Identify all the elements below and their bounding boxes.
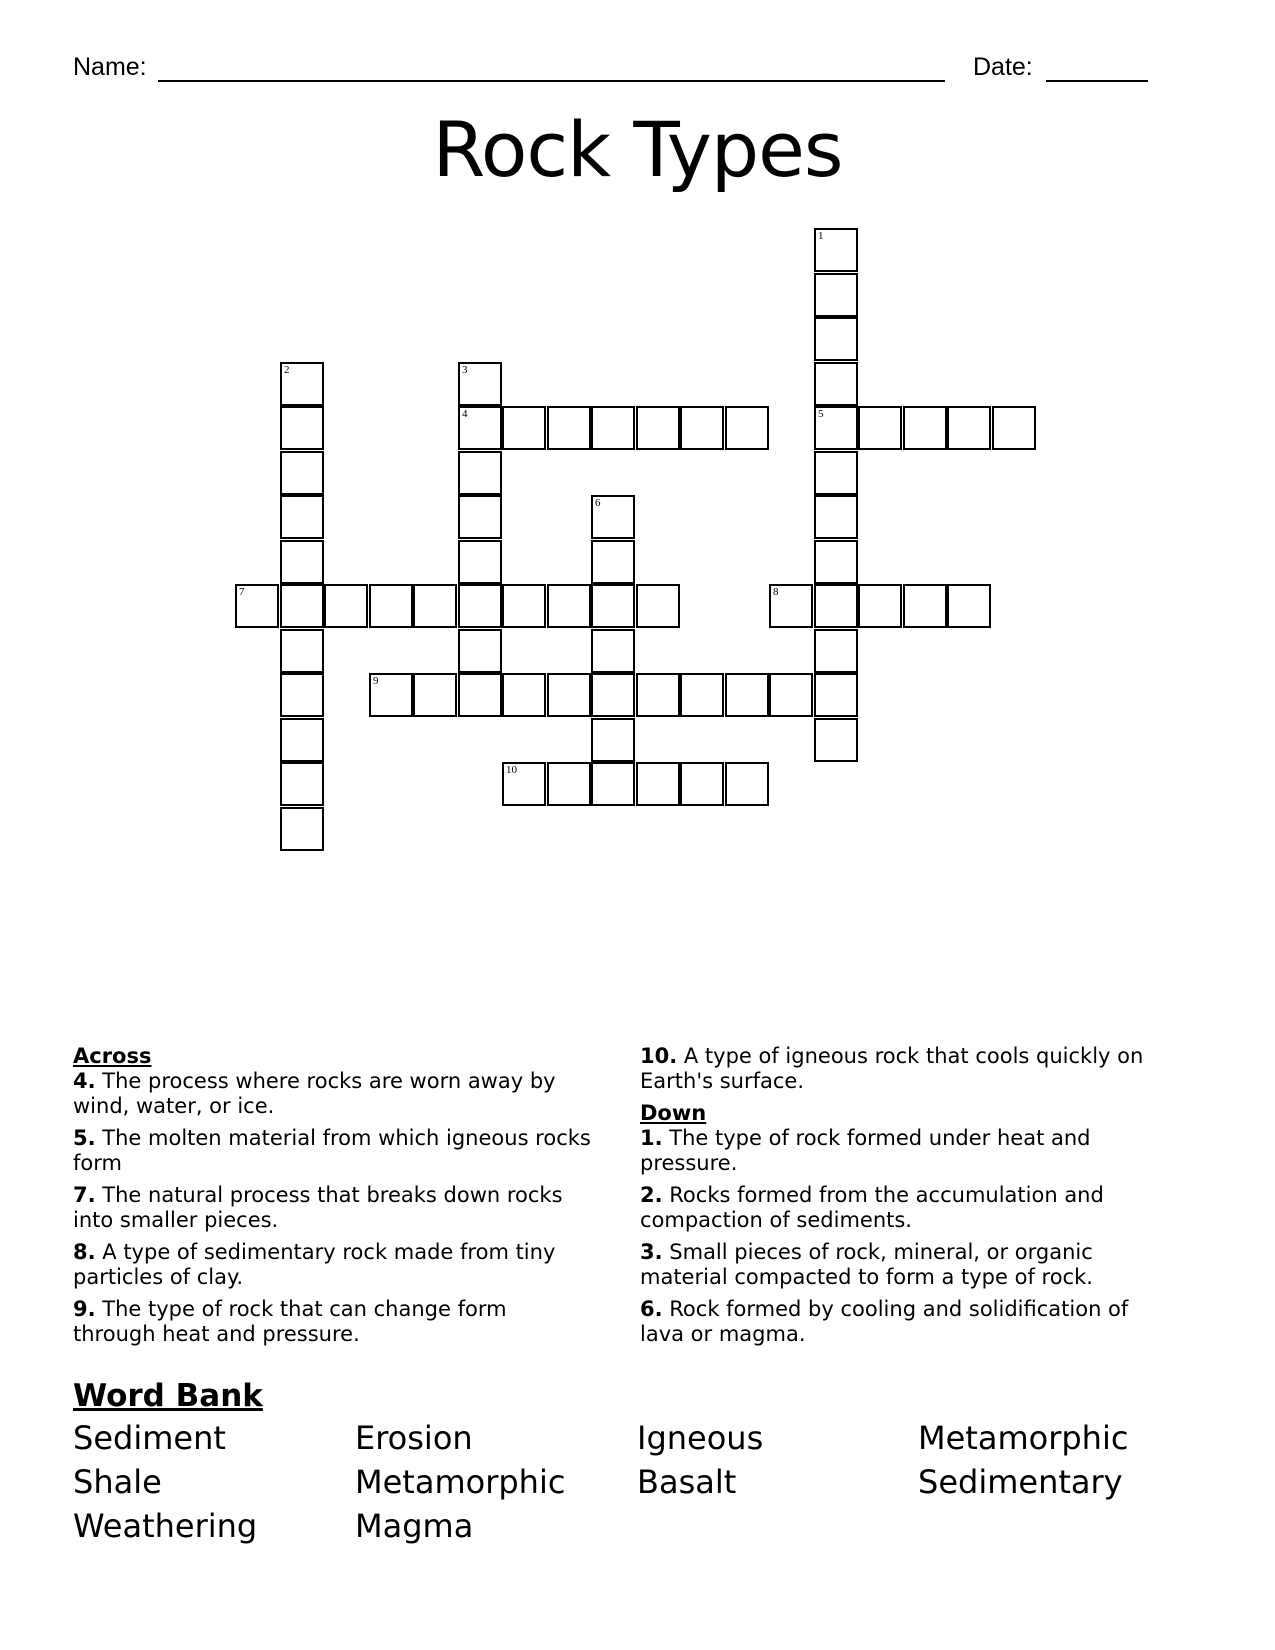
down-clue-2: 2. Rocks formed from the accumulation and compaction of sediments. <box>640 1183 1104 1232</box>
crossword-cell[interactable] <box>280 762 324 806</box>
crossword-cell[interactable] <box>992 406 1036 450</box>
clue-number: 4 <box>462 408 468 420</box>
across-clue-9: 9. The type of rock that can change form through heat and pressure. <box>73 1297 507 1346</box>
date-label: Date: <box>973 53 1033 81</box>
word-bank-item: Sedimentary <box>918 1463 1123 1501</box>
crossword-cell[interactable] <box>769 673 813 717</box>
crossword-cell[interactable] <box>814 718 858 762</box>
across-heading: Across <box>73 1044 152 1068</box>
crossword-cell[interactable] <box>591 629 635 673</box>
crossword-cell[interactable] <box>591 540 635 584</box>
crossword-cell[interactable] <box>458 540 502 584</box>
crossword-cell[interactable] <box>235 584 279 628</box>
across-clue-10: 10. A type of igneous rock that cools quickly on Earth's surface. <box>640 1044 1144 1093</box>
crossword-cell[interactable] <box>591 406 635 450</box>
clue-number: 1 <box>818 230 824 242</box>
across-clue-8: 8. A type of sedimentary rock made from tiny particles of clay. <box>73 1240 556 1289</box>
crossword-cell[interactable] <box>591 673 635 717</box>
clue-number: 8 <box>773 586 779 598</box>
crossword-cell[interactable] <box>413 673 457 717</box>
crossword-cell[interactable] <box>680 762 724 806</box>
clue-number: 7 <box>239 586 245 598</box>
clue-number: 3 <box>462 364 468 376</box>
crossword-cell[interactable] <box>458 451 502 495</box>
crossword-cell[interactable] <box>280 718 324 762</box>
crossword-cell[interactable] <box>280 584 324 628</box>
across-clue-5: 5. The molten material from which igneous rocks form <box>73 1126 591 1175</box>
crossword-cell[interactable] <box>858 406 902 450</box>
crossword-cell[interactable] <box>903 584 947 628</box>
across-clue-7: 7. The natural process that breaks down rocks into smaller pieces. <box>73 1183 563 1232</box>
crossword-cell[interactable] <box>280 807 324 851</box>
name-label: Name: <box>73 53 147 81</box>
crossword-cell[interactable] <box>725 406 769 450</box>
crossword-cell[interactable] <box>814 317 858 361</box>
crossword-cell[interactable] <box>814 362 858 406</box>
clue-number: 5 <box>818 408 824 420</box>
crossword-cell[interactable] <box>680 406 724 450</box>
word-bank-item: Shale <box>73 1463 162 1501</box>
crossword-cell[interactable] <box>814 629 858 673</box>
crossword-cell[interactable] <box>324 584 368 628</box>
name-field[interactable] <box>158 80 945 82</box>
word-bank-item: Basalt <box>637 1463 737 1501</box>
crossword-cell[interactable] <box>814 406 858 450</box>
clue-number: 9 <box>373 675 379 687</box>
crossword-cell[interactable] <box>280 629 324 673</box>
crossword-cell[interactable] <box>814 673 858 717</box>
crossword-cell[interactable] <box>814 495 858 539</box>
clues-right-column <box>640 1044 1175 1354</box>
crossword-cell[interactable] <box>547 762 591 806</box>
crossword-cell[interactable] <box>769 584 813 628</box>
crossword-cell[interactable] <box>280 406 324 450</box>
crossword-cell[interactable] <box>502 762 546 806</box>
date-field[interactable] <box>1046 80 1148 82</box>
crossword-cell[interactable] <box>814 451 858 495</box>
crossword-cell[interactable] <box>458 406 502 450</box>
down-clue-1: 1. The type of rock formed under heat and pressure. <box>640 1126 1091 1175</box>
page-title: Rock Types <box>432 105 843 194</box>
crossword-cell[interactable] <box>547 673 591 717</box>
clue-number: 6 <box>595 497 601 509</box>
crossword-cell[interactable] <box>680 673 724 717</box>
crossword-cell[interactable] <box>814 540 858 584</box>
crossword-cell[interactable] <box>947 584 991 628</box>
crossword-cell[interactable] <box>280 451 324 495</box>
crossword-cell[interactable] <box>458 629 502 673</box>
clues-left-column <box>73 1044 593 1354</box>
across-clue-4: 4. The process where rocks are worn away by wind, water, or ice. <box>73 1069 556 1118</box>
down-clue-3: 3. Small pieces of rock, mineral, or organic material compacted to form a type of rock. <box>640 1240 1093 1289</box>
crossword-cell[interactable] <box>591 718 635 762</box>
crossword-cell[interactable] <box>725 673 769 717</box>
crossword-cell[interactable] <box>369 584 413 628</box>
word-bank-title: Word Bank <box>73 1378 263 1414</box>
crossword-cell[interactable] <box>636 673 680 717</box>
word-bank-item: Metamorphic <box>918 1419 1129 1457</box>
crossword-cell[interactable] <box>814 273 858 317</box>
crossword-cell[interactable] <box>458 584 502 628</box>
crossword-cell[interactable] <box>947 406 991 450</box>
crossword-cell[interactable] <box>636 762 680 806</box>
crossword-cell[interactable] <box>636 406 680 450</box>
crossword-cell[interactable] <box>369 673 413 717</box>
crossword-cell[interactable] <box>725 762 769 806</box>
crossword-cell[interactable] <box>591 762 635 806</box>
crossword-cell[interactable] <box>458 673 502 717</box>
down-heading: Down <box>640 1101 707 1125</box>
clue-number: 2 <box>284 364 290 376</box>
word-bank-item: Erosion <box>355 1419 473 1457</box>
crossword-cell[interactable] <box>547 584 591 628</box>
crossword-cell[interactable] <box>502 584 546 628</box>
crossword-cell[interactable] <box>591 584 635 628</box>
crossword-cell[interactable] <box>814 584 858 628</box>
crossword-cell[interactable] <box>280 495 324 539</box>
word-bank-item: Metamorphic <box>355 1463 566 1501</box>
clue-number: 10 <box>506 764 517 776</box>
crossword-cell[interactable] <box>547 406 591 450</box>
crossword-cell[interactable] <box>280 673 324 717</box>
word-bank-item: Sediment <box>73 1419 226 1457</box>
crossword-cell[interactable] <box>413 584 457 628</box>
crossword-cell[interactable] <box>502 673 546 717</box>
word-bank-item: Weathering <box>73 1507 258 1545</box>
crossword-cell[interactable] <box>458 495 502 539</box>
crossword-cell[interactable] <box>903 406 947 450</box>
crossword-cell[interactable] <box>591 495 635 539</box>
word-bank-item: Igneous <box>637 1419 764 1457</box>
word-bank-item: Magma <box>355 1507 474 1545</box>
crossword-cell[interactable] <box>502 406 546 450</box>
down-clue-6: 6. Rock formed by cooling and solidification of lava or magma. <box>640 1297 1129 1346</box>
crossword-cell[interactable] <box>636 584 680 628</box>
crossword-cell[interactable] <box>858 584 902 628</box>
crossword-cell[interactable] <box>458 362 502 406</box>
crossword-cell[interactable] <box>814 228 858 272</box>
crossword-cell[interactable] <box>280 540 324 584</box>
crossword-cell[interactable] <box>280 362 324 406</box>
